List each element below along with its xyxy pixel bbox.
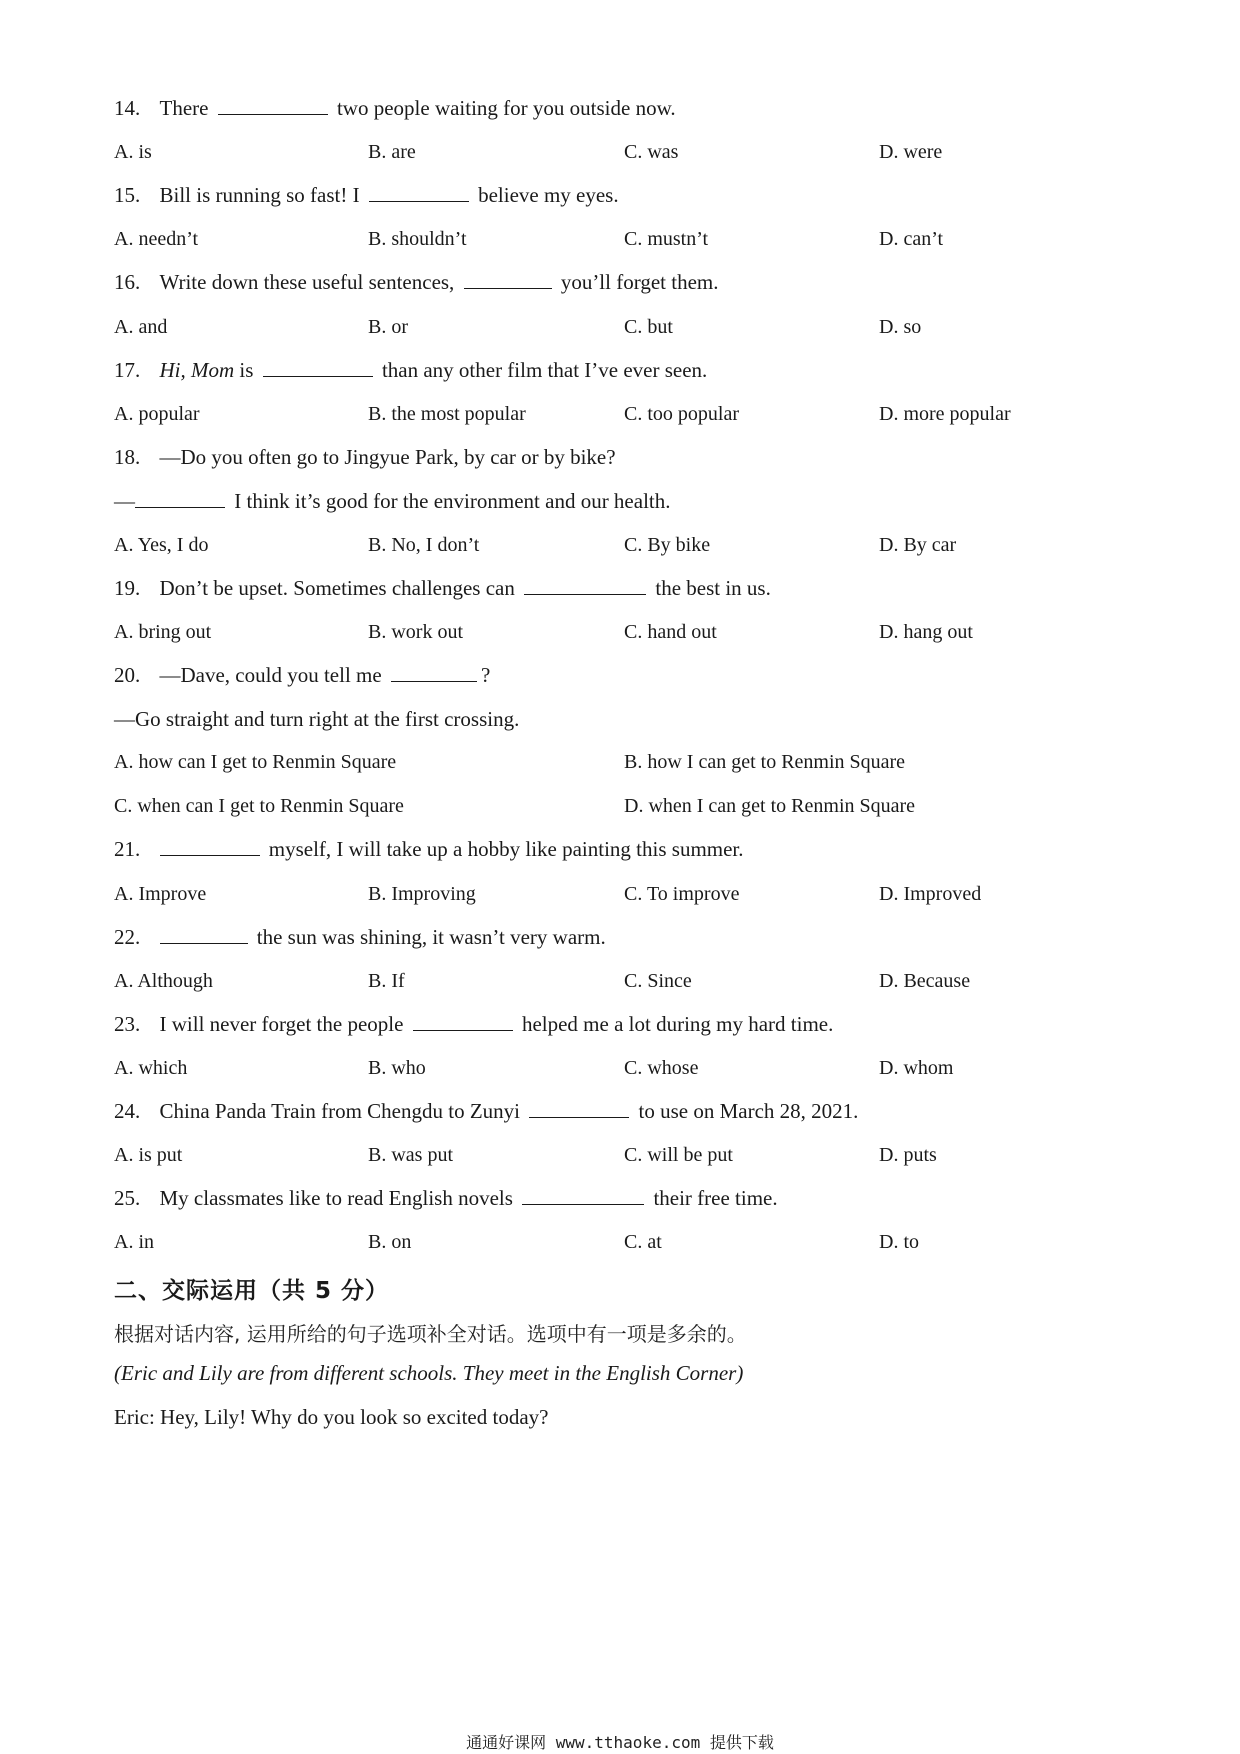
- dialogue-context: (Eric and Lily are from different schools. They meet in the English Corner): [114, 1361, 744, 1385]
- reply-text: I think it’s good for the environment and our health.: [234, 489, 671, 513]
- option-d: D. were: [879, 141, 943, 163]
- option-b: B. shouldn’t: [368, 228, 467, 250]
- question-stem-end: to use on March 28, 2021.: [638, 1099, 859, 1123]
- option-a: A. Improve: [114, 883, 207, 905]
- option-d: D. puts: [879, 1144, 937, 1166]
- option-b: B. Improving: [368, 883, 476, 905]
- page-footer: 通通好课网 www.tthaoke.com 提供下载: [466, 1733, 774, 1752]
- question-number: 14.: [114, 96, 141, 120]
- option-c: C. but: [624, 316, 673, 338]
- question-15: [114, 182, 619, 208]
- question-number: 18.: [114, 445, 141, 469]
- question-stem-end: believe my eyes.: [478, 183, 619, 207]
- option-d: D. so: [879, 316, 922, 338]
- option-b: B. on: [368, 1231, 412, 1253]
- question-stem-start: I will never forget the people: [159, 1012, 404, 1036]
- option-c: C. Since: [624, 970, 692, 992]
- option-a: A. needn’t: [114, 228, 199, 250]
- option-a: A. how can I get to Renmin Square: [114, 751, 397, 773]
- question-stem-end: myself, I will take up a hobby like painting this summer.: [268, 837, 744, 861]
- option-b: B. how I can get to Renmin Square: [624, 751, 906, 773]
- answer-blank: [529, 1099, 629, 1118]
- question-stem-start: There: [159, 96, 209, 120]
- question-number: 16.: [114, 270, 141, 294]
- answer-blank: [464, 270, 552, 289]
- option-b: B. If: [368, 970, 405, 992]
- option-d: D. By car: [879, 534, 957, 556]
- option-d: D. Because: [879, 970, 971, 992]
- option-a: A. Yes, I do: [114, 534, 209, 556]
- option-b: B. or: [368, 316, 408, 338]
- option-c: C. hand out: [624, 621, 717, 643]
- question-stem-end: ?: [480, 663, 491, 687]
- option-c: C. when can I get to Renmin Square: [114, 795, 404, 817]
- question-stem-start: My classmates like to read English novels: [159, 1186, 513, 1210]
- option-a: A. and: [114, 316, 168, 338]
- answer-blank: [524, 576, 646, 595]
- question-stem-start: China Panda Train from Chengdu to Zunyi: [159, 1099, 520, 1123]
- option-c: C. By bike: [624, 534, 711, 556]
- option-c: C. will be put: [624, 1144, 733, 1166]
- question-stem-start: Write down these useful sentences,: [159, 270, 455, 294]
- section-heading: 二、交际运用（共 5 分）: [114, 1278, 390, 1304]
- question-stem-end: than any other film that I’ve ever seen.: [381, 358, 708, 382]
- question-number: 21.: [114, 837, 141, 861]
- answer-blank: [391, 663, 477, 682]
- question-stem-start: is: [239, 358, 254, 382]
- question-14: [114, 95, 676, 121]
- question-stem: —Do you often go to Jingyue Park, by car or by bike?: [159, 445, 616, 469]
- option-d: D. can’t: [879, 228, 944, 250]
- question-stem-start: —Dave, could you tell me: [159, 663, 382, 687]
- question-stem-end: two people waiting for you outside now.: [336, 96, 676, 120]
- question-number: 25.: [114, 1186, 141, 1210]
- question-23: [114, 1011, 833, 1037]
- option-a: A. popular: [114, 403, 200, 425]
- question-20: [114, 662, 490, 688]
- option-b: B. work out: [368, 621, 463, 643]
- option-a: A. bring out: [114, 621, 212, 643]
- option-c: C. mustn’t: [624, 228, 709, 250]
- answer-blank: [263, 358, 373, 377]
- option-c: C. at: [624, 1231, 662, 1253]
- option-a: A. which: [114, 1057, 188, 1079]
- question-number: 24.: [114, 1099, 141, 1123]
- question-19: [114, 575, 771, 601]
- question-17: [114, 357, 707, 383]
- option-b: B. the most popular: [368, 403, 526, 425]
- answer-blank: [135, 489, 225, 508]
- option-d: D. more popular: [879, 403, 1011, 425]
- option-d: D. when I can get to Renmin Square: [624, 795, 916, 817]
- answer-blank: [522, 1186, 644, 1205]
- option-c: C. was: [624, 141, 679, 163]
- question-number: 15.: [114, 183, 141, 207]
- option-d: D. whom: [879, 1057, 954, 1079]
- question-21: [114, 836, 744, 862]
- question-number: 22.: [114, 925, 141, 949]
- option-b: B. are: [368, 141, 416, 163]
- answer-blank: [160, 837, 260, 856]
- question-number: 23.: [114, 1012, 141, 1036]
- question-number: 17.: [114, 358, 141, 382]
- option-d: D. Improved: [879, 883, 982, 905]
- question-20-reply: —Go straight and turn right at the first crossing.: [114, 707, 520, 731]
- question-16: [114, 269, 718, 295]
- option-d: D. to: [879, 1231, 919, 1253]
- question-24: [114, 1098, 858, 1124]
- dialogue-line: Eric: Hey, Lily! Why do you look so excited today?: [114, 1405, 549, 1429]
- option-a: A. in: [114, 1231, 154, 1253]
- question-stem-end: their free time.: [653, 1186, 778, 1210]
- option-a: A. is put: [114, 1144, 183, 1166]
- option-a: A. Although: [114, 970, 213, 992]
- option-d: D. hang out: [879, 621, 973, 643]
- question-stem-end: helped me a lot during my hard time.: [521, 1012, 834, 1036]
- option-c: C. whose: [624, 1057, 699, 1079]
- question-stem-start: Bill is running so fast! I: [159, 183, 360, 207]
- question-22: [114, 924, 606, 950]
- option-b: B. who: [368, 1057, 426, 1079]
- answer-blank: [218, 96, 328, 115]
- question-18-reply: [114, 488, 671, 514]
- question-stem-end: the sun was shining, it wasn’t very warm.: [256, 925, 606, 949]
- option-c: C. To improve: [624, 883, 740, 905]
- question-25: [114, 1185, 778, 1211]
- question-stem-end: the best in us.: [655, 576, 771, 600]
- answer-blank: [369, 183, 469, 202]
- question-number: 20.: [114, 663, 141, 687]
- film-title: Hi, Mom: [159, 358, 235, 382]
- section-instruction: 根据对话内容, 运用所给的句子选项补全对话。选项中有一项是多余的。: [114, 1322, 747, 1346]
- option-b: B. was put: [368, 1144, 453, 1166]
- option-c: C. too popular: [624, 403, 739, 425]
- question-stem-start: Don’t be upset. Sometimes challenges can: [159, 576, 515, 600]
- option-a: A. is: [114, 141, 152, 163]
- answer-blank: [413, 1012, 513, 1031]
- option-b: B. No, I don’t: [368, 534, 480, 556]
- reply-dash: —: [114, 489, 135, 513]
- question-number: 19.: [114, 576, 141, 600]
- question-stem-end: you’ll forget them.: [560, 270, 719, 294]
- answer-blank: [160, 925, 248, 944]
- question-18: [114, 444, 616, 470]
